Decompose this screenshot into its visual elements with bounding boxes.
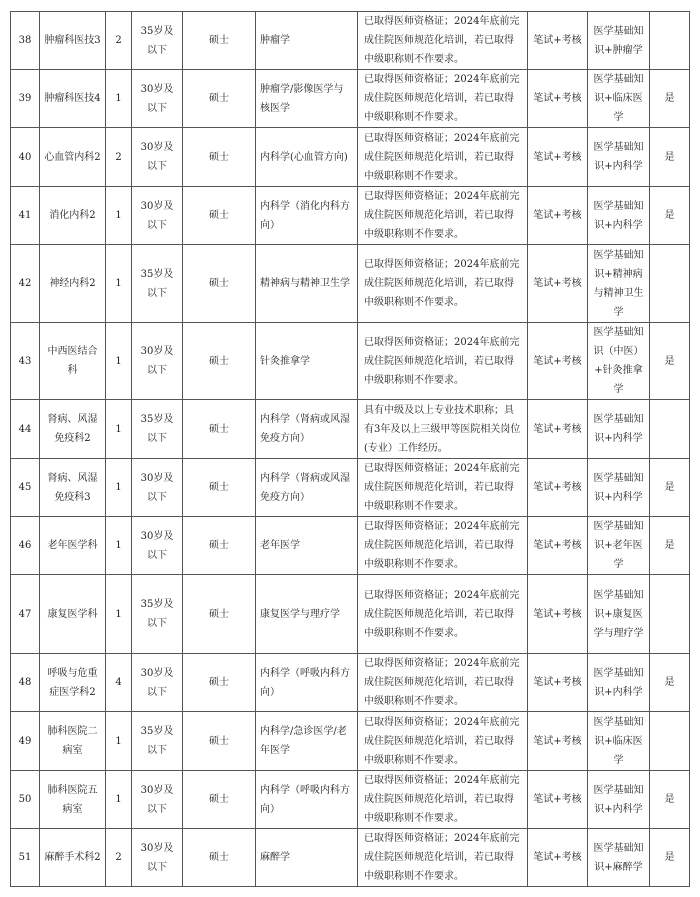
degree-cell: 硕士 xyxy=(183,400,256,459)
exam-content-cell: 医学基础知识+临床医学 xyxy=(588,712,650,771)
table-row xyxy=(11,70,690,128)
post-name-cell: 麻醉手术科2 xyxy=(40,829,106,887)
post-name-cell: 肿瘤科医技4 xyxy=(40,70,106,128)
recruitment-table xyxy=(10,11,690,887)
exam-content-cell: 医学基础知识+肿瘤学 xyxy=(588,12,650,70)
flag-cell: 是 xyxy=(650,187,690,245)
exam-method-cell: 笔试+考核 xyxy=(528,400,588,459)
major-cell: 内科学（消化内科方向） xyxy=(256,187,358,245)
table-row xyxy=(11,323,690,400)
exam-content-cell: 医学基础知识（中医）+针灸推拿学 xyxy=(588,323,650,400)
degree-cell: 硕士 xyxy=(183,187,256,245)
age-limit-cell: 30岁及以下 xyxy=(132,187,183,245)
headcount-cell: 2 xyxy=(106,12,132,70)
post-name-cell: 肾病、风湿免疫科3 xyxy=(40,459,106,517)
requirement-cell: 已取得医师资格证；2024年底前完成住院医师规范化培训，若已取得中级职称则不作要求。 xyxy=(358,70,528,128)
age-limit-cell: 35岁及以下 xyxy=(132,400,183,459)
degree-cell: 硕士 xyxy=(183,575,256,654)
requirement-cell: 已取得医师资格证；2024年底前完成住院医师规范化培训，若已取得中级职称则不作要求。 xyxy=(358,128,528,187)
requirement-cell: 已取得医师资格证；2024年底前完成住院医师规范化培训，若已取得中级职称则不作要求。 xyxy=(358,245,528,323)
major-cell: 内科学（呼吸内科方向） xyxy=(256,771,358,829)
flag-cell: 是 xyxy=(650,128,690,187)
row-number-cell: 50 xyxy=(11,771,40,829)
post-name-cell: 肺科医院五病室 xyxy=(40,771,106,829)
row-number-cell: 44 xyxy=(11,400,40,459)
degree-cell: 硕士 xyxy=(183,128,256,187)
major-cell: 麻醉学 xyxy=(256,829,358,887)
post-name-cell: 肺科医院二病室 xyxy=(40,712,106,771)
requirement-cell: 已取得医师资格证；2024年底前完成住院医师规范化培训，若已取得中级职称则不作要求。 xyxy=(358,654,528,712)
major-cell: 老年医学 xyxy=(256,517,358,575)
major-cell: 精神病与精神卫生学 xyxy=(256,245,358,323)
post-name-cell: 中西医结合科 xyxy=(40,323,106,400)
flag-cell xyxy=(650,400,690,459)
exam-content-cell: 医学基础知识+康复医学与理疗学 xyxy=(588,575,650,654)
age-limit-cell: 30岁及以下 xyxy=(132,70,183,128)
degree-cell: 硕士 xyxy=(183,712,256,771)
headcount-cell: 1 xyxy=(106,575,132,654)
age-limit-cell: 30岁及以下 xyxy=(132,323,183,400)
degree-cell: 硕士 xyxy=(183,771,256,829)
requirement-cell: 已取得医师资格证；2024年底前完成住院医师规范化培训，若已取得中级职称则不作要求。 xyxy=(358,187,528,245)
requirement-cell: 已取得医师资格证；2024年底前完成住院医师规范化培训，若已取得中级职称则不作要求。 xyxy=(358,517,528,575)
headcount-cell: 1 xyxy=(106,245,132,323)
age-limit-cell: 35岁及以下 xyxy=(132,12,183,70)
flag-cell xyxy=(650,712,690,771)
exam-content-cell: 医学基础知识+老年医学 xyxy=(588,517,650,575)
post-name-cell: 心血管内科2 xyxy=(40,128,106,187)
exam-method-cell: 笔试+考核 xyxy=(528,517,588,575)
flag-cell: 是 xyxy=(650,517,690,575)
requirement-cell: 已取得医师资格证；2024年底前完成住院医师规范化培训，若已取得中级职称则不作要求。 xyxy=(358,712,528,771)
post-name-cell: 消化内科2 xyxy=(40,187,106,245)
requirement-cell: 已取得医师资格证；2024年底前完成住院医师规范化培训，若已取得中级职称则不作要求。 xyxy=(358,829,528,887)
post-name-cell: 肾病、风湿免疫科2 xyxy=(40,400,106,459)
headcount-cell: 1 xyxy=(106,771,132,829)
degree-cell: 硕士 xyxy=(183,245,256,323)
flag-cell xyxy=(650,12,690,70)
row-number-cell: 42 xyxy=(11,245,40,323)
exam-method-cell: 笔试+考核 xyxy=(528,654,588,712)
exam-method-cell: 笔试+考核 xyxy=(528,712,588,771)
headcount-cell: 2 xyxy=(106,829,132,887)
row-number-cell: 38 xyxy=(11,12,40,70)
flag-cell: 是 xyxy=(650,459,690,517)
headcount-cell: 1 xyxy=(106,323,132,400)
degree-cell: 硕士 xyxy=(183,829,256,887)
degree-cell: 硕士 xyxy=(183,654,256,712)
post-name-cell: 肿瘤科医技3 xyxy=(40,12,106,70)
age-limit-cell: 30岁及以下 xyxy=(132,517,183,575)
exam-content-cell: 医学基础知识+内科学 xyxy=(588,771,650,829)
headcount-cell: 1 xyxy=(106,400,132,459)
exam-content-cell: 医学基础知识+内科学 xyxy=(588,128,650,187)
exam-content-cell: 医学基础知识+内科学 xyxy=(588,400,650,459)
table-row xyxy=(11,517,690,575)
table-row xyxy=(11,771,690,829)
row-number-cell: 46 xyxy=(11,517,40,575)
age-limit-cell: 35岁及以下 xyxy=(132,245,183,323)
degree-cell: 硕士 xyxy=(183,12,256,70)
headcount-cell: 1 xyxy=(106,517,132,575)
table-row xyxy=(11,245,690,323)
row-number-cell: 43 xyxy=(11,323,40,400)
exam-method-cell: 笔试+考核 xyxy=(528,323,588,400)
degree-cell: 硕士 xyxy=(183,323,256,400)
age-limit-cell: 30岁及以下 xyxy=(132,771,183,829)
post-name-cell: 神经内科2 xyxy=(40,245,106,323)
post-name-cell: 康复医学科 xyxy=(40,575,106,654)
flag-cell: 是 xyxy=(650,829,690,887)
exam-content-cell: 医学基础知识+内科学 xyxy=(588,459,650,517)
exam-method-cell: 笔试+考核 xyxy=(528,187,588,245)
major-cell: 肿瘤学 xyxy=(256,12,358,70)
headcount-cell: 2 xyxy=(106,128,132,187)
degree-cell: 硕士 xyxy=(183,70,256,128)
table-row xyxy=(11,187,690,245)
row-number-cell: 40 xyxy=(11,128,40,187)
row-number-cell: 39 xyxy=(11,70,40,128)
exam-method-cell: 笔试+考核 xyxy=(528,829,588,887)
exam-method-cell: 笔试+考核 xyxy=(528,245,588,323)
age-limit-cell: 30岁及以下 xyxy=(132,654,183,712)
major-cell: 针灸推拿学 xyxy=(256,323,358,400)
age-limit-cell: 30岁及以下 xyxy=(132,128,183,187)
requirement-cell: 具有中级及以上专业技术职称；具有3年及以上三级甲等医院相关岗位(专业）工作经历。 xyxy=(358,400,528,459)
table-row xyxy=(11,575,690,654)
exam-content-cell: 医学基础知识+麻醉学 xyxy=(588,829,650,887)
row-number-cell: 51 xyxy=(11,829,40,887)
exam-method-cell: 笔试+考核 xyxy=(528,12,588,70)
age-limit-cell: 35岁及以下 xyxy=(132,575,183,654)
degree-cell: 硕士 xyxy=(183,459,256,517)
table-row xyxy=(11,459,690,517)
table-row xyxy=(11,12,690,70)
major-cell: 内科学（肾病或风湿免疫方向） xyxy=(256,400,358,459)
flag-cell xyxy=(650,575,690,654)
major-cell: 康复医学与理疗学 xyxy=(256,575,358,654)
age-limit-cell: 30岁及以下 xyxy=(132,829,183,887)
row-number-cell: 49 xyxy=(11,712,40,771)
major-cell: 内科学（呼吸内科方向） xyxy=(256,654,358,712)
major-cell: 肿瘤学/影像医学与核医学 xyxy=(256,70,358,128)
row-number-cell: 47 xyxy=(11,575,40,654)
table-row xyxy=(11,400,690,459)
row-number-cell: 45 xyxy=(11,459,40,517)
degree-cell: 硕士 xyxy=(183,517,256,575)
flag-cell: 是 xyxy=(650,771,690,829)
requirement-cell: 已取得医师资格证；2024年底前完成住院医师规范化培训，若已取得中级职称则不作要求。 xyxy=(358,12,528,70)
exam-method-cell: 笔试+考核 xyxy=(528,771,588,829)
table-row xyxy=(11,128,690,187)
table-body xyxy=(11,12,690,887)
requirement-cell: 已取得医师资格证；2024年底前完成住院医师规范化培训，若已取得中级职称则不作要求。 xyxy=(358,771,528,829)
table-row xyxy=(11,712,690,771)
headcount-cell: 4 xyxy=(106,654,132,712)
exam-method-cell: 笔试+考核 xyxy=(528,128,588,187)
exam-method-cell: 笔试+考核 xyxy=(528,459,588,517)
age-limit-cell: 35岁及以下 xyxy=(132,712,183,771)
exam-content-cell: 医学基础知识+内科学 xyxy=(588,654,650,712)
age-limit-cell: 30岁及以下 xyxy=(132,459,183,517)
headcount-cell: 1 xyxy=(106,712,132,771)
flag-cell: 是 xyxy=(650,654,690,712)
post-name-cell: 呼吸与危重症医学科2 xyxy=(40,654,106,712)
row-number-cell: 41 xyxy=(11,187,40,245)
major-cell: 内科学(心血管方向) xyxy=(256,128,358,187)
post-name-cell: 老年医学科 xyxy=(40,517,106,575)
table-row xyxy=(11,654,690,712)
exam-method-cell: 笔试+考核 xyxy=(528,575,588,654)
headcount-cell: 1 xyxy=(106,70,132,128)
major-cell: 内科学/急诊医学/老年医学 xyxy=(256,712,358,771)
exam-method-cell: 笔试+考核 xyxy=(528,70,588,128)
exam-content-cell: 医学基础知识+临床医学 xyxy=(588,70,650,128)
requirement-cell: 已取得医师资格证；2024年底前完成住院医师规范化培训，若已取得中级职称则不作要求。 xyxy=(358,323,528,400)
row-number-cell: 48 xyxy=(11,654,40,712)
flag-cell: 是 xyxy=(650,70,690,128)
requirement-cell: 已取得医师资格证；2024年底前完成住院医师规范化培训，若已取得中级职称则不作要求。 xyxy=(358,575,528,654)
exam-content-cell: 医学基础知识+精神病与精神卫生学 xyxy=(588,245,650,323)
requirement-cell: 已取得医师资格证；2024年底前完成住院医师规范化培训，若已取得中级职称则不作要求。 xyxy=(358,459,528,517)
table-row xyxy=(11,829,690,887)
flag-cell xyxy=(650,245,690,323)
headcount-cell: 1 xyxy=(106,459,132,517)
exam-content-cell: 医学基础知识+内科学 xyxy=(588,187,650,245)
major-cell: 内科学（肾病或风湿免疫方向） xyxy=(256,459,358,517)
headcount-cell: 1 xyxy=(106,187,132,245)
flag-cell: 是 xyxy=(650,323,690,400)
